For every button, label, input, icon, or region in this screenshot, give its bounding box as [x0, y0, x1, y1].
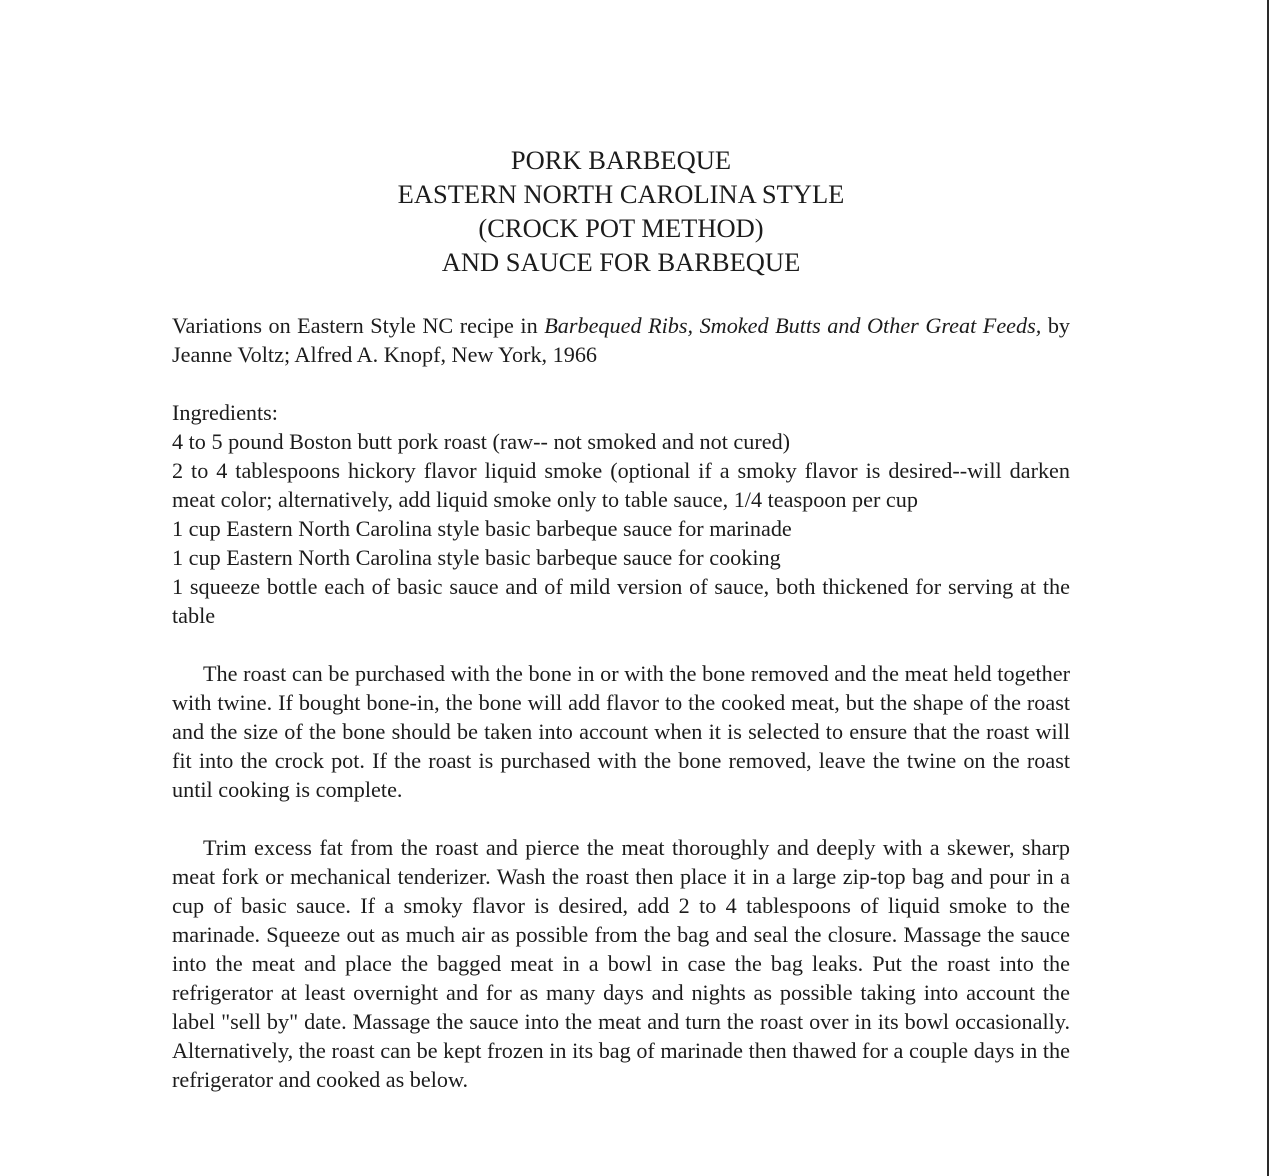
- paragraph-roast-purchase: The roast can be purchased with the bone in or with the bone removed and the meat held together with twine. If bought bone-in, the bone will add flavor to the cooked meat, but the shape of the roast and the size of the bone should be taken into account when it is selected to ensure that the roast will fit into the crock pot. If the roast is purchased with the bone removed, leave the twine on the roast until cooking is complete.: [172, 661, 1070, 802]
- recipe-body: [172, 311, 1070, 1094]
- ingredients-section: [172, 398, 1070, 630]
- title-line-4: AND SAUCE FOR BARBEQUE: [441, 247, 801, 277]
- citation-book-title: Barbequed Ribs, Smoked Butts and Other Great Feeds,: [544, 313, 1042, 338]
- ingredients-heading: Ingredients:: [172, 400, 278, 425]
- title-line-3: (CROCK POT METHOD): [478, 213, 764, 243]
- ingredient-item: 4 to 5 pound Boston butt pork roast (raw-- not smoked and not cured): [172, 429, 791, 454]
- ingredient-item: 2 to 4 tablespoons hickory flavor liquid smoke (optional if a smoky flavor is desired--will darken meat color; alternatively, add liquid smoke only to table sauce, 1/4 teaspoon per cup: [172, 458, 1070, 512]
- recipe-title: [0, 143, 1242, 279]
- page-edge-line: [1267, 0, 1269, 1176]
- title-line-1: PORK BARBEQUE: [510, 145, 732, 175]
- source-citation: [172, 311, 1070, 369]
- ingredient-item: 1 cup Eastern North Carolina style basic barbeque sauce for marinade: [172, 516, 792, 541]
- citation-suffix: by Jeanne Voltz; Alfred A. Knopf, New York, 1966: [172, 313, 1071, 367]
- citation-prefix: Variations on Eastern Style NC recipe in: [172, 313, 545, 338]
- ingredient-item: 1 squeeze bottle each of basic sauce and of mild version of sauce, both thickened for serving at the table: [172, 574, 1070, 628]
- ingredient-item: 1 cup Eastern North Carolina style basic barbeque sauce for cooking: [172, 545, 781, 570]
- title-line-2: EASTERN NORTH CAROLINA STYLE: [397, 179, 845, 209]
- paragraph-marinade: Trim excess fat from the roast and pierce the meat thoroughly and deeply with a skewer, sharp meat fork or mechanical tenderizer. Wash the roast then place it in a large zip-top bag and pour in a cup of basic sauce. If a smoky flavor is desired, add 2 to 4 tablespoons of liquid smoke to the marinade. Squeeze out as much air as possible from the bag and seal the closure. Massage the sauce into the meat and place the bagged meat in a bowl in case the bag leaks. Put the roast into the refrigerator at least overnight and for as many days and nights as possible taking into account the label "sell by" date. Massage the sauce into the meat and turn the roast over in its bowl occasionally. Alternatively, the roast can be kept frozen in its bag of marinade then thawed for a couple days in the refrigerator and cooked as below.: [172, 835, 1070, 1092]
